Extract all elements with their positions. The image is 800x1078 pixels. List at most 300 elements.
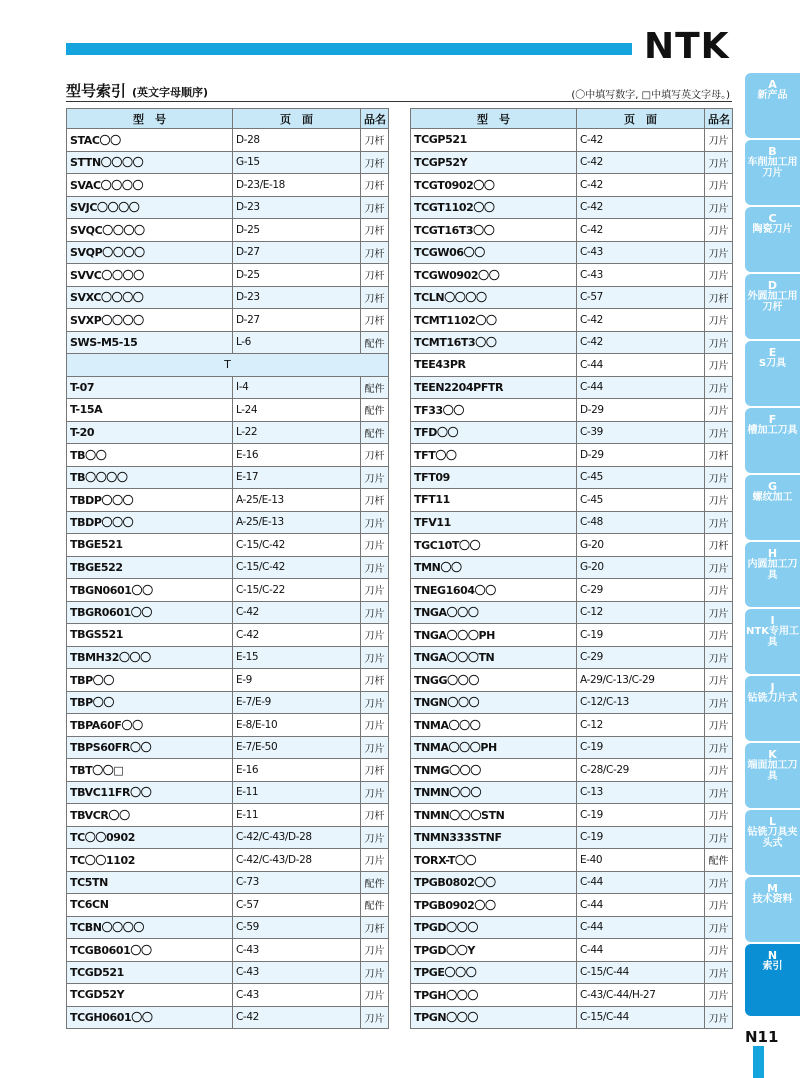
page-cell: C-43: [233, 984, 361, 1007]
kind-cell: 刀片: [705, 399, 733, 422]
tab-label: 陶瓷刀片: [752, 224, 793, 235]
model-cell: TCMT1102〇〇: [411, 309, 577, 332]
model-cell: TORX-T〇〇: [411, 849, 577, 872]
kind-cell: 刀片: [705, 939, 733, 962]
model-cell: TEEN2204PFTR: [411, 376, 577, 399]
page-cell: C-42: [577, 219, 705, 242]
model-cell: TCGW0902〇〇: [411, 264, 577, 287]
model-cell: TBGS521: [67, 624, 233, 647]
table-row: [411, 489, 733, 512]
page-title: [66, 80, 208, 101]
tab-f[interactable]: [745, 408, 800, 473]
model-cell: SVAC〇〇〇〇: [67, 174, 233, 197]
table-row: [411, 759, 733, 782]
page-cell: D-23: [233, 286, 361, 309]
table-row: [67, 421, 389, 444]
tab-n[interactable]: [745, 944, 800, 1016]
table-row: [67, 331, 389, 354]
tab-m[interactable]: [745, 877, 800, 942]
table-row: [67, 399, 389, 422]
page-cell: E-40: [577, 849, 705, 872]
page-cell: C-44: [577, 376, 705, 399]
tab-label: 钻铣刀具夹头式: [747, 827, 798, 849]
tab-letter: J: [770, 681, 775, 694]
table-row: [67, 736, 389, 759]
model-cell: TNGN〇〇〇: [411, 691, 577, 714]
page-cell: I-4: [233, 376, 361, 399]
model-cell: TPGE〇〇〇: [411, 961, 577, 984]
table-row: [67, 534, 389, 557]
model-cell: TNMA〇〇〇PH: [411, 736, 577, 759]
kind-cell: 配件: [361, 331, 389, 354]
page-cell: C-57: [233, 894, 361, 917]
kind-cell: 刀片: [705, 624, 733, 647]
table-row: [411, 556, 733, 579]
table-row: [411, 601, 733, 624]
kind-cell: 刀片: [361, 579, 389, 602]
tab-letter: H: [767, 547, 778, 560]
model-cell: SWS-M5-15: [67, 331, 233, 354]
tab-j[interactable]: [745, 676, 800, 741]
table-row: [411, 241, 733, 264]
tab-label: 槽加工刀具: [747, 425, 798, 436]
kind-cell: 刀片: [705, 151, 733, 174]
model-cell: SVVC〇〇〇〇: [67, 264, 233, 287]
kind-cell: 刀杆: [361, 669, 389, 692]
table-row: [411, 174, 733, 197]
page-cell: C-42: [233, 601, 361, 624]
model-cell: TCMT16T3〇〇: [411, 331, 577, 354]
model-cell: TPGD〇〇Y: [411, 939, 577, 962]
model-cell: TNMG〇〇〇: [411, 759, 577, 782]
kind-cell: 刀片: [705, 196, 733, 219]
page-cell: E-8/E-10: [233, 714, 361, 737]
model-cell: T-20: [67, 421, 233, 444]
page-cell: A-29/C-13/C-29: [577, 669, 705, 692]
page-cell: G-20: [577, 556, 705, 579]
kind-cell: 刀片: [705, 331, 733, 354]
kind-cell: 配件: [361, 871, 389, 894]
tab-letter: N: [767, 949, 778, 962]
kind-cell: 刀片: [705, 264, 733, 287]
tab-letter: M: [767, 882, 778, 895]
kind-cell: 刀片: [705, 871, 733, 894]
tab-label: 内圆加工刀具: [747, 559, 798, 581]
model-cell: TFT11: [411, 489, 577, 512]
page-cell: C-19: [577, 804, 705, 827]
kind-cell: 刀片: [705, 736, 733, 759]
model-cell: T-15A: [67, 399, 233, 422]
table-row: [411, 466, 733, 489]
table-row: [67, 466, 389, 489]
kind-cell: 刀片: [705, 174, 733, 197]
index-table-left: [66, 108, 389, 1029]
kind-cell: 刀片: [361, 826, 389, 849]
table-row: [67, 376, 389, 399]
model-cell: SVXC〇〇〇〇: [67, 286, 233, 309]
kind-cell: 刀片: [361, 849, 389, 872]
page-cell: C-44: [577, 354, 705, 377]
page-cell: L-6: [233, 331, 361, 354]
tab-b[interactable]: [745, 140, 800, 205]
page-cell: E-7/E-9: [233, 691, 361, 714]
page-cell: C-43: [233, 961, 361, 984]
column-header-model: 型 号: [411, 109, 577, 129]
table-row: [411, 804, 733, 827]
page-cell: C-12/C-13: [577, 691, 705, 714]
page-cell: G-15: [233, 151, 361, 174]
tab-a[interactable]: [745, 73, 800, 138]
model-cell: STAC〇〇: [67, 129, 233, 152]
kind-cell: 刀片: [361, 601, 389, 624]
kind-cell: 配件: [705, 849, 733, 872]
kind-cell: 刀杆: [361, 804, 389, 827]
kind-cell: 刀片: [361, 984, 389, 1007]
model-cell: TFT09: [411, 466, 577, 489]
tab-label: 索引: [762, 961, 783, 972]
model-cell: TBGR0601〇〇: [67, 601, 233, 624]
kind-cell: 刀杆: [361, 264, 389, 287]
tab-label: 螺纹加工: [752, 492, 793, 503]
model-cell: TPGH〇〇〇: [411, 984, 577, 1007]
model-cell: TMN〇〇: [411, 556, 577, 579]
kind-cell: 刀杆: [361, 916, 389, 939]
table-row: [67, 961, 389, 984]
table-row: [67, 984, 389, 1007]
table-row: [67, 444, 389, 467]
kind-cell: 刀片: [361, 466, 389, 489]
tab-l[interactable]: [745, 810, 800, 875]
page-cell: C-15/C-42: [233, 534, 361, 557]
model-cell: TCGW06〇〇: [411, 241, 577, 264]
tab-letter: F: [768, 413, 777, 426]
model-cell: TCGH0601〇〇: [67, 1006, 233, 1029]
table-row: [411, 354, 733, 377]
kind-cell: 刀片: [361, 714, 389, 737]
page-cell: C-43: [233, 939, 361, 962]
page-cell: D-28: [233, 129, 361, 152]
kind-cell: 刀片: [361, 1006, 389, 1029]
tab-i[interactable]: [745, 609, 800, 674]
tab-letter: A: [768, 78, 777, 91]
table-row: [411, 376, 733, 399]
table-row: [411, 961, 733, 984]
model-cell: TCGP521: [411, 129, 577, 152]
table-row: [67, 309, 389, 332]
tab-d[interactable]: [745, 274, 800, 339]
kind-cell: 刀片: [705, 826, 733, 849]
tab-label: NTK专用工具: [746, 626, 799, 648]
page-cell: C-42: [233, 1006, 361, 1029]
kind-cell: 刀片: [705, 669, 733, 692]
page-cell: E-11: [233, 804, 361, 827]
column-header-model: 型 号: [67, 109, 233, 129]
model-cell: TB〇〇: [67, 444, 233, 467]
table-row: [67, 151, 389, 174]
kind-cell: 刀片: [705, 781, 733, 804]
page-cell: C-12: [577, 714, 705, 737]
table-row: [67, 624, 389, 647]
page-cell: C-43: [577, 241, 705, 264]
page-cell: C-59: [233, 916, 361, 939]
column-header-page: 页 面: [577, 109, 705, 129]
table-row: [67, 894, 389, 917]
tab-label: 外圆加工用刀杆: [747, 291, 798, 313]
tab-letter: L: [768, 815, 776, 828]
table-row: [67, 759, 389, 782]
table-row: [411, 624, 733, 647]
kind-cell: 刀片: [705, 421, 733, 444]
tab-label: 新产品: [757, 90, 788, 101]
model-cell: TC〇〇1102: [67, 849, 233, 872]
kind-cell: 刀杆: [361, 219, 389, 242]
kind-cell: 刀杆: [705, 534, 733, 557]
page-cell: C-29: [577, 646, 705, 669]
model-cell: TBP〇〇: [67, 669, 233, 692]
model-cell: STTN〇〇〇〇: [67, 151, 233, 174]
model-cell: TC〇〇0902: [67, 826, 233, 849]
page-cell: C-73: [233, 871, 361, 894]
model-cell: TCGT16T3〇〇: [411, 219, 577, 242]
kind-cell: 刀片: [705, 511, 733, 534]
model-cell: TBVC11FR〇〇: [67, 781, 233, 804]
table-row: [411, 286, 733, 309]
page-cell: C-15/C-42: [233, 556, 361, 579]
tab-label: S刀具: [758, 358, 787, 369]
page-cell: E-9: [233, 669, 361, 692]
kind-cell: 刀杆: [361, 286, 389, 309]
kind-cell: 配件: [361, 421, 389, 444]
column-header-page: 页 面: [233, 109, 361, 129]
table-row: [67, 286, 389, 309]
table-row: [67, 511, 389, 534]
page-cell: A-25/E-13: [233, 489, 361, 512]
kind-cell: 刀杆: [361, 151, 389, 174]
kind-cell: 刀杆: [361, 196, 389, 219]
kind-cell: 刀片: [705, 984, 733, 1007]
model-cell: TC6CN: [67, 894, 233, 917]
kind-cell: 刀杆: [361, 129, 389, 152]
kind-cell: 刀杆: [361, 759, 389, 782]
table-row: [411, 781, 733, 804]
page-number: N11: [745, 1028, 779, 1046]
kind-cell: 刀杆: [361, 489, 389, 512]
kind-cell: 刀片: [705, 1006, 733, 1029]
kind-cell: 刀杆: [361, 241, 389, 264]
model-cell: TCBN〇〇〇〇: [67, 916, 233, 939]
title-divider: [66, 101, 732, 102]
kind-cell: 刀杆: [705, 444, 733, 467]
model-cell: TBMH32〇〇〇: [67, 646, 233, 669]
tab-g[interactable]: [745, 475, 800, 540]
model-cell: TBT〇〇□: [67, 759, 233, 782]
page-cell: E-16: [233, 759, 361, 782]
model-cell: TCGT1102〇〇: [411, 196, 577, 219]
table-row: [67, 691, 389, 714]
table-row: [411, 331, 733, 354]
kind-cell: 刀片: [361, 624, 389, 647]
model-cell: TNMA〇〇〇: [411, 714, 577, 737]
table-row: [67, 556, 389, 579]
model-cell: TF33〇〇: [411, 399, 577, 422]
table-row: [67, 669, 389, 692]
section-row: [67, 354, 389, 377]
kind-cell: 刀片: [705, 241, 733, 264]
page-cell: C-42: [577, 174, 705, 197]
kind-cell: 刀片: [705, 466, 733, 489]
kind-cell: 刀杆: [361, 174, 389, 197]
model-cell: TPGB0902〇〇: [411, 894, 577, 917]
kind-cell: 刀片: [705, 579, 733, 602]
kind-cell: 刀片: [705, 961, 733, 984]
tab-letter: C: [768, 212, 777, 225]
kind-cell: 刀片: [705, 129, 733, 152]
table-row: [67, 781, 389, 804]
page-cell: C-15/C-44: [577, 1006, 705, 1029]
fill-note: (〇中填写数字, □中填写英文字母。): [571, 90, 730, 101]
model-cell: TCGP52Y: [411, 151, 577, 174]
page-cell: C-43/C-44/H-27: [577, 984, 705, 1007]
model-cell: TCGT0902〇〇: [411, 174, 577, 197]
model-cell: TCLN〇〇〇〇: [411, 286, 577, 309]
tab-h[interactable]: [745, 542, 800, 607]
page-cell: E-16: [233, 444, 361, 467]
page-cell: D-29: [577, 444, 705, 467]
kind-cell: 刀片: [705, 691, 733, 714]
section-tabs: [745, 73, 800, 1019]
model-cell: TNMN333STNF: [411, 826, 577, 849]
kind-cell: 刀片: [361, 646, 389, 669]
table-row: [67, 219, 389, 242]
page-cell: C-44: [577, 939, 705, 962]
table-row: [411, 736, 733, 759]
table-row: [67, 264, 389, 287]
brand-logo: NTK: [644, 26, 730, 67]
page-cell: C-28/C-29: [577, 759, 705, 782]
page-cell: C-15/C-22: [233, 579, 361, 602]
page-cell: C-42: [577, 129, 705, 152]
page-cell: G-20: [577, 534, 705, 557]
table-row: [411, 264, 733, 287]
table-row: [411, 399, 733, 422]
tab-letter: D: [767, 279, 778, 292]
model-cell: TBDP〇〇〇: [67, 511, 233, 534]
table-row: [67, 1006, 389, 1029]
page-cell: D-27: [233, 309, 361, 332]
page-cell: C-57: [577, 286, 705, 309]
kind-cell: 刀片: [705, 354, 733, 377]
header-accent-bar: [66, 43, 632, 55]
page-cell: L-24: [233, 399, 361, 422]
page-cell: C-29: [577, 579, 705, 602]
table-row: [411, 939, 733, 962]
kind-cell: 刀片: [361, 534, 389, 557]
table-row: [411, 534, 733, 557]
table-row: [411, 129, 733, 152]
page-title-main: 型号索引: [66, 82, 127, 100]
model-cell: TCGD521: [67, 961, 233, 984]
model-cell: SVXP〇〇〇〇: [67, 309, 233, 332]
kind-cell: 刀片: [705, 219, 733, 242]
model-cell: TB〇〇〇〇: [67, 466, 233, 489]
table-row: [411, 691, 733, 714]
kind-cell: 刀片: [705, 714, 733, 737]
table-row: [67, 939, 389, 962]
table-row: [411, 714, 733, 737]
page-cell: C-12: [577, 601, 705, 624]
page-title-subtitle: (英文字母顺序): [132, 86, 209, 99]
table-row: [67, 241, 389, 264]
model-cell: TBPA60F〇〇: [67, 714, 233, 737]
kind-cell: 刀片: [361, 556, 389, 579]
column-header-kind: 品名: [361, 109, 389, 129]
kind-cell: 刀片: [705, 916, 733, 939]
table-row: [411, 916, 733, 939]
table-row: [67, 196, 389, 219]
table-row: [411, 669, 733, 692]
tab-label: 技术资料: [752, 894, 793, 905]
page-cell: C-43: [577, 264, 705, 287]
page-cell: C-13: [577, 781, 705, 804]
kind-cell: 刀片: [361, 511, 389, 534]
table-row: [411, 849, 733, 872]
page-cell: D-25: [233, 219, 361, 242]
page-cell: C-42: [577, 151, 705, 174]
model-cell: TBDP〇〇〇: [67, 489, 233, 512]
tab-k[interactable]: [745, 743, 800, 808]
table-row: [67, 714, 389, 737]
kind-cell: 配件: [361, 894, 389, 917]
model-cell: TNGG〇〇〇: [411, 669, 577, 692]
page-cell: D-25: [233, 264, 361, 287]
model-cell: TBGE521: [67, 534, 233, 557]
table-row: [411, 309, 733, 332]
model-cell: TCGD52Y: [67, 984, 233, 1007]
kind-cell: 刀片: [361, 939, 389, 962]
tab-label: 钻铣刀片式: [747, 693, 798, 704]
model-cell: TBVCR〇〇: [67, 804, 233, 827]
model-cell: TFT〇〇: [411, 444, 577, 467]
table-row: [411, 151, 733, 174]
table-row: [67, 646, 389, 669]
table-row: [67, 826, 389, 849]
table-row: [411, 826, 733, 849]
model-cell: SVQP〇〇〇〇: [67, 241, 233, 264]
table-row: [411, 579, 733, 602]
model-cell: TCGB0601〇〇: [67, 939, 233, 962]
table-row: [67, 916, 389, 939]
kind-cell: 刀杆: [705, 286, 733, 309]
page-cell: E-11: [233, 781, 361, 804]
page-cell: C-42/C-43/D-28: [233, 826, 361, 849]
section-letter: T: [67, 354, 389, 377]
kind-cell: 刀片: [361, 781, 389, 804]
page-cell: C-48: [577, 511, 705, 534]
tab-c[interactable]: [745, 207, 800, 272]
tab-label: 车削加工用刀片: [747, 157, 798, 179]
kind-cell: 刀片: [705, 489, 733, 512]
model-cell: TNMN〇〇〇: [411, 781, 577, 804]
table-row: [67, 871, 389, 894]
model-cell: TPGD〇〇〇: [411, 916, 577, 939]
table-row: [411, 196, 733, 219]
kind-cell: 刀片: [705, 376, 733, 399]
tab-e[interactable]: [745, 341, 800, 406]
table-row: [67, 849, 389, 872]
page-cell: C-44: [577, 894, 705, 917]
model-cell: TPGN〇〇〇: [411, 1006, 577, 1029]
page-cell: L-22: [233, 421, 361, 444]
